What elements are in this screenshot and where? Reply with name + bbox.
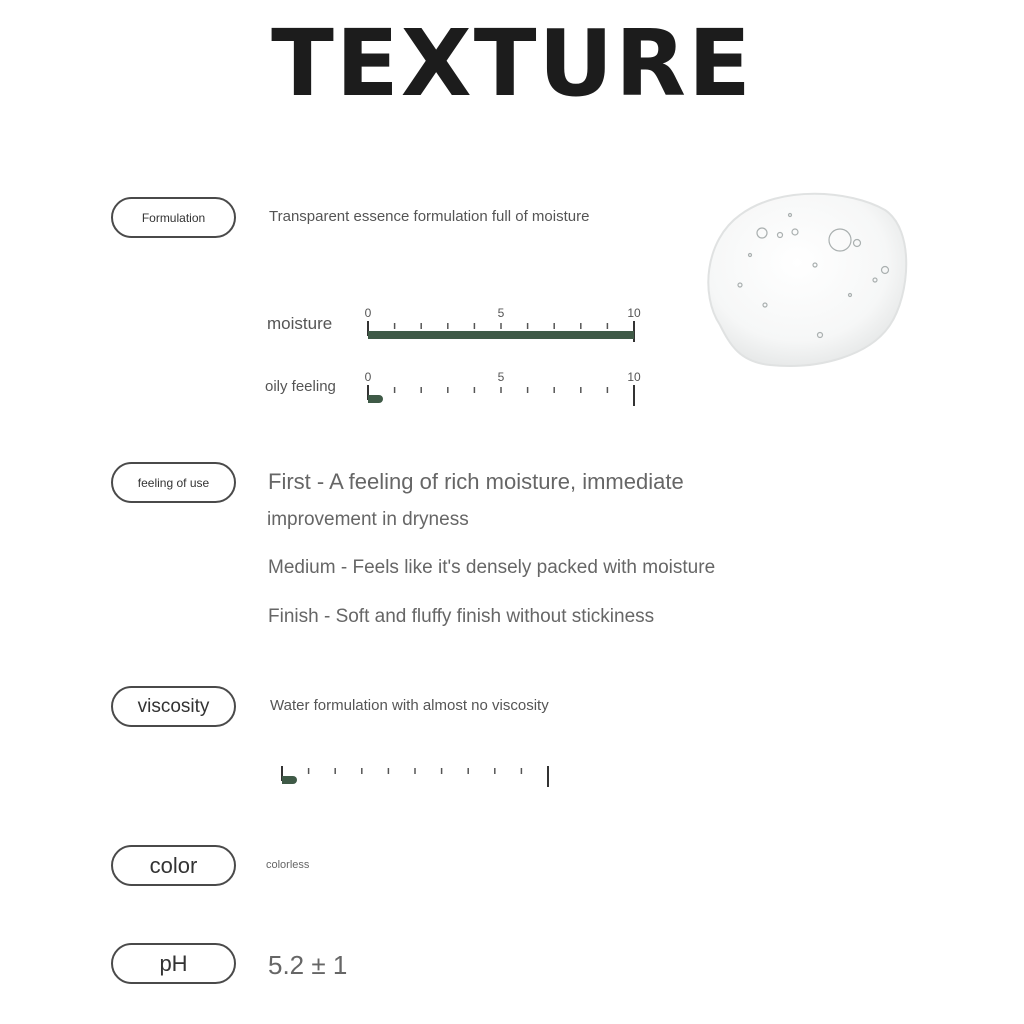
ph-pill xyxy=(111,943,236,984)
color-description: colorless xyxy=(266,859,310,871)
viscosity-pill xyxy=(111,686,236,727)
scale-tick-label: 10 xyxy=(627,370,641,384)
ph-label: pH xyxy=(159,950,188,976)
scale-tick-label: 0 xyxy=(364,306,372,320)
scale-fill-marker xyxy=(282,776,297,784)
viscosity-scale xyxy=(272,755,562,795)
moisture-scale xyxy=(360,300,650,350)
oily-feeling-label: oily feeling xyxy=(265,378,336,395)
feeling-of-use-pill xyxy=(111,462,236,503)
scale-fill-marker xyxy=(368,395,383,403)
scale-tick-label: 5 xyxy=(497,306,505,320)
page-title: TEXTURE xyxy=(271,10,753,117)
feeling-finish: Finish - Soft and fluffy finish without stickiness xyxy=(268,606,655,627)
formulation-pill xyxy=(111,197,236,238)
scale-tick-label: 10 xyxy=(627,306,641,320)
viscosity-description: Water formulation with almost no viscosity xyxy=(270,697,549,714)
feeling-medium: Medium - Feels like it's densely packed with moisture xyxy=(268,557,716,578)
scale-tick-label: 0 xyxy=(364,370,372,384)
color-label: color xyxy=(149,852,198,878)
scale-tick-label: 5 xyxy=(497,370,505,384)
feeling-first-line1: First - A feeling of rich moisture, immediate xyxy=(268,469,684,494)
feeling-of-use-label: feeling of use xyxy=(137,475,210,490)
feeling-first-line2: improvement in dryness xyxy=(267,509,469,530)
formulation-label: Formulation xyxy=(141,210,206,225)
color-pill xyxy=(111,845,236,886)
scale-fill-bar xyxy=(368,331,634,339)
formulation-description: Transparent essence formulation full of moisture xyxy=(269,208,590,225)
ph-value: 5.2 ± 1 xyxy=(268,950,348,980)
viscosity-label: viscosity xyxy=(137,695,210,717)
moisture-label: moisture xyxy=(267,314,333,333)
essence-drop-illustration xyxy=(700,185,910,375)
oily-feeling-scale xyxy=(360,364,650,414)
